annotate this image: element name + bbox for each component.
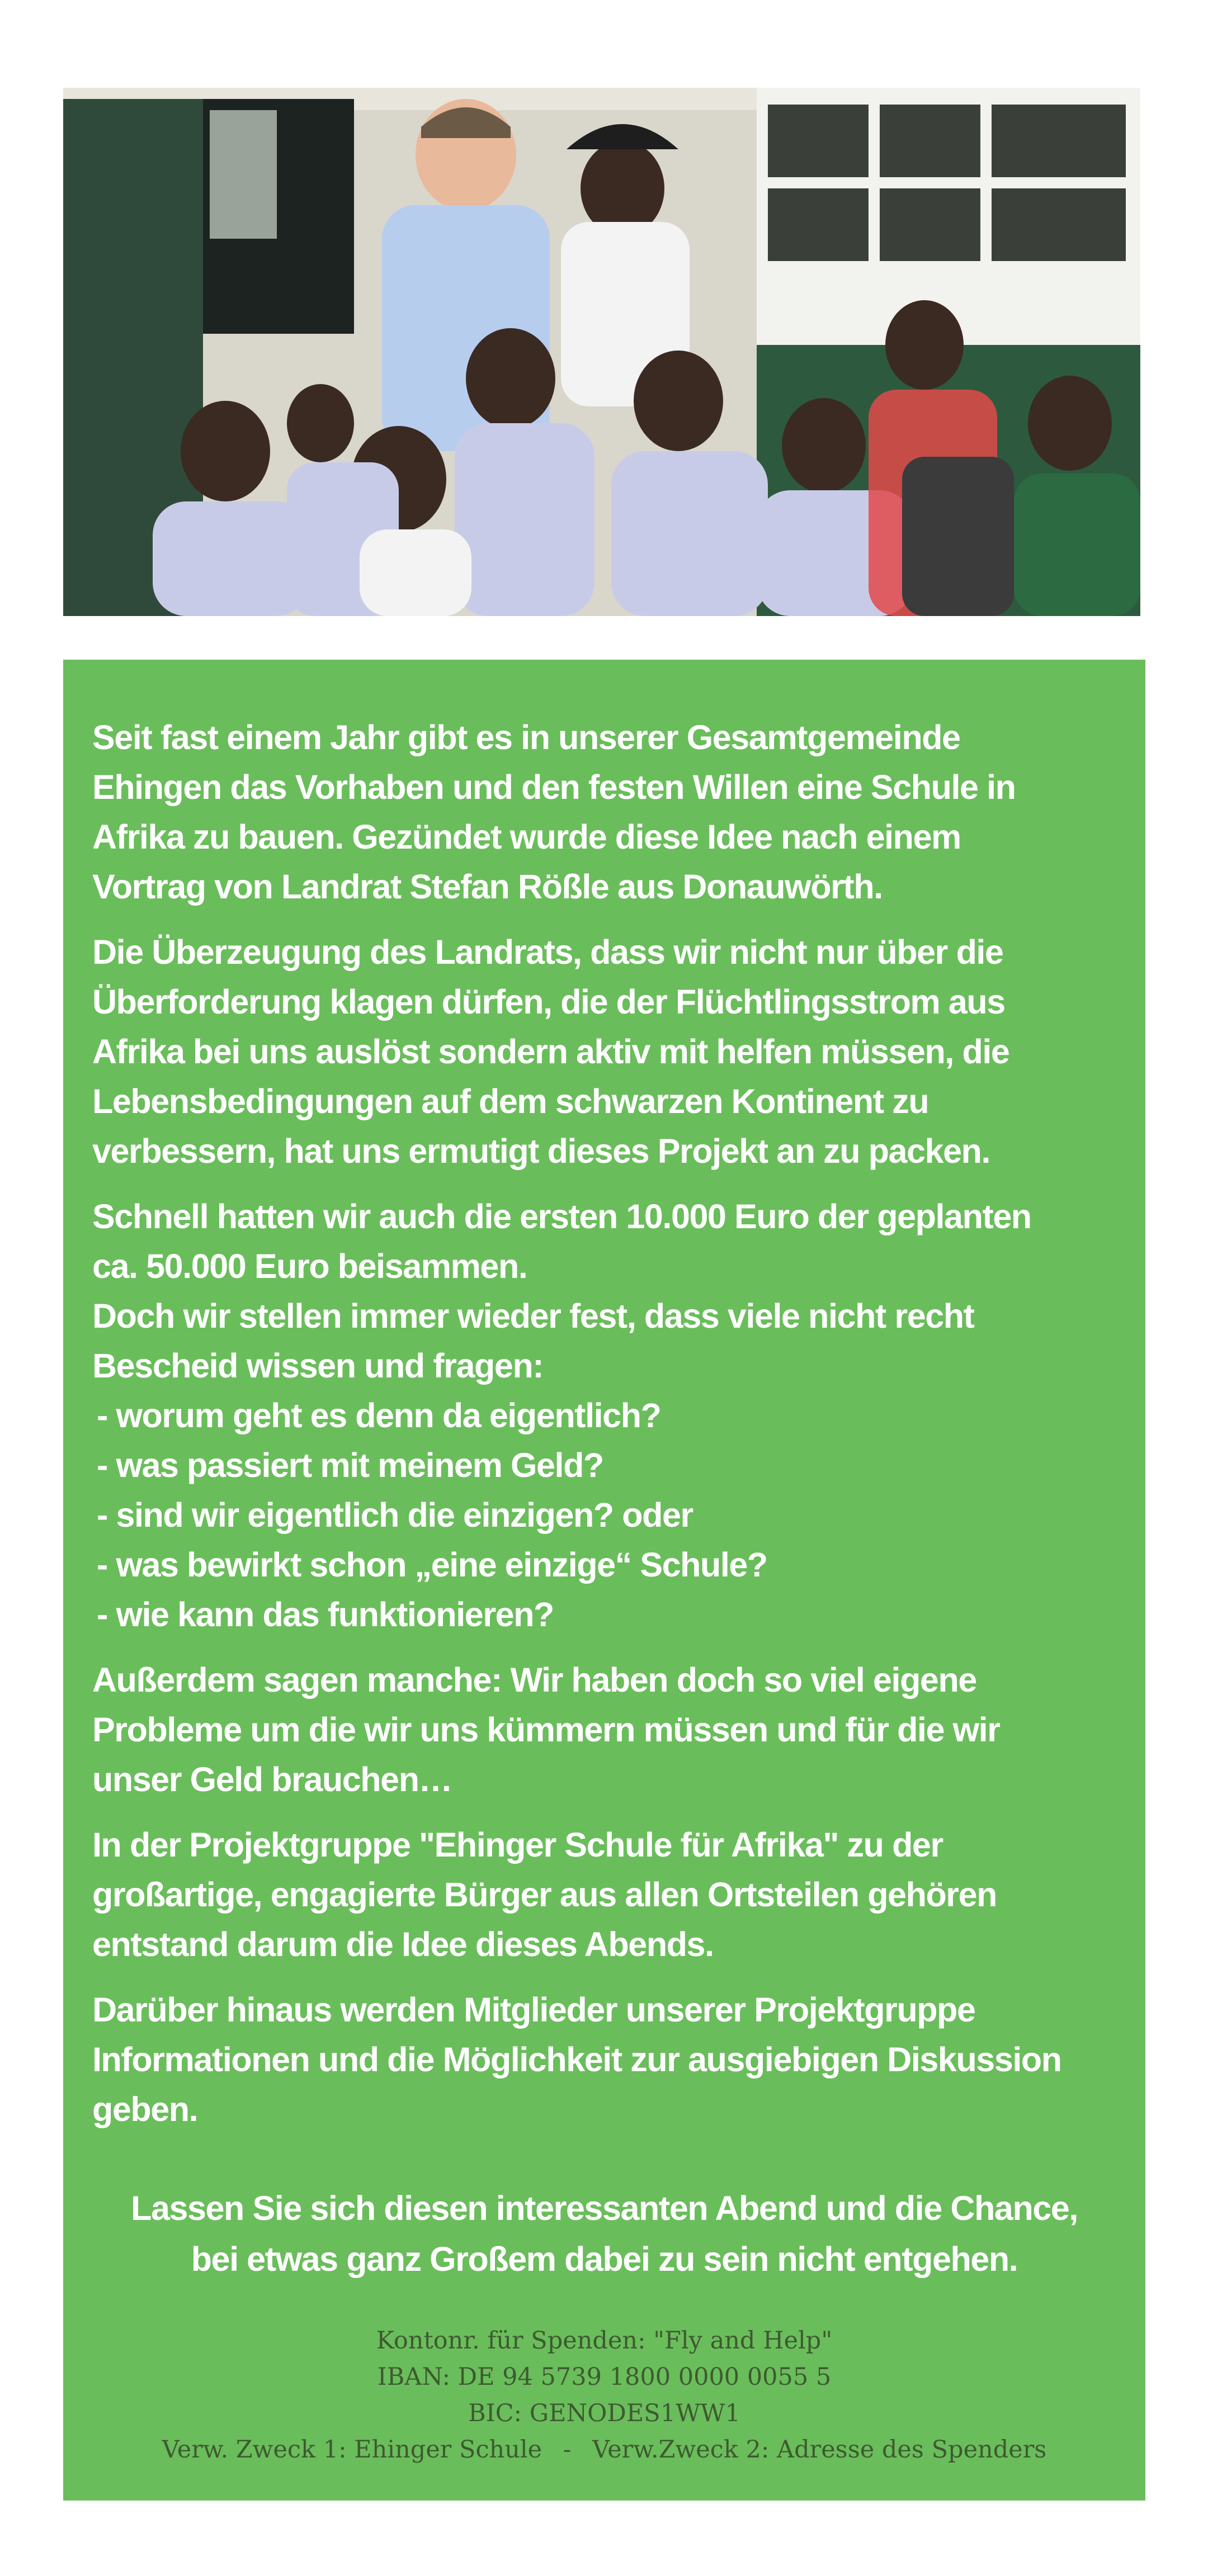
question-item: - sind wir eigentlich die einzigen? oder <box>97 1496 693 1534</box>
question-item: - was bewirkt schon „eine einzige“ Schule? <box>97 1546 767 1584</box>
text-line: unser Geld brauchen… <box>92 1760 452 1798</box>
text-line: verbessern, hat uns ermutigt dieses Projekt an zu packen. <box>92 1132 990 1170</box>
purpose-row <box>63 2432 1145 2468</box>
hero-photo <box>63 88 1140 616</box>
text-line: Informationen und die Möglichkeit zur ausgiebigen Diskussion <box>92 2040 1061 2078</box>
text-line: Doch wir stellen immer wieder fest, dass viele nicht recht <box>92 1297 974 1335</box>
paragraph-discussion <box>92 1985 1121 2134</box>
paragraph-motivation <box>92 927 1121 1176</box>
text-line: Überforderung klagen dürfen, die der Flüchtlingsstrom aus <box>92 983 1005 1021</box>
question-item: - was passiert mit meinem Geld? <box>97 1446 603 1484</box>
question-item: - wie kann das funktionieren? <box>97 1595 554 1633</box>
purpose-2: Verw.Zweck 2: Adresse des Spenders <box>592 2436 1047 2464</box>
text-line: In der Projektgruppe "Ehinger Schule für Afrika" zu der <box>92 1826 943 1864</box>
text-line: Schnell hatten wir auch die ersten 10.000 Euro der geplanten <box>92 1197 1031 1235</box>
hero-photo-illustration <box>63 88 1140 616</box>
text-line: Lebensbedingungen auf dem schwarzen Kontinent zu <box>92 1082 929 1120</box>
text-line: Bescheid wissen und fragen: <box>92 1347 544 1385</box>
text-line: Außerdem sagen manche: Wir haben doch so viel eigene <box>92 1661 976 1699</box>
text-line: großartige, engagierte Bürger aus allen Ortsteilen gehören <box>92 1876 997 1914</box>
text-line: Die Überzeugung des Landrats, dass wir nicht nur über die <box>92 933 1003 971</box>
info-panel <box>63 660 1145 2501</box>
donation-info <box>63 2323 1145 2468</box>
text-line: Afrika zu bauen. Gezündet wurde diese Idee nach einem <box>92 818 961 856</box>
cta-line: bei etwas ganz Großem dabei zu sein nicht entgehen. <box>191 2240 1018 2278</box>
purpose-separator: - <box>563 2436 572 2464</box>
text-line: entstand darum die Idee dieses Abends. <box>92 1925 714 1963</box>
text-line: geben. <box>92 2090 198 2128</box>
iban: IBAN: DE 94 5739 1800 0000 0055 5 <box>377 2363 832 2391</box>
paragraph-intro <box>92 713 1121 912</box>
text-line: Darüber hinaus werden Mitglieder unserer Projektgruppe <box>92 1991 975 2029</box>
account-info: Kontonr. für Spenden: "Fly and Help" <box>376 2327 833 2355</box>
cta-line: Lassen Sie sich diesen interessanten Abend und die Chance, <box>131 2189 1078 2227</box>
text-line: Vortrag von Landrat Stefan Rößle aus Donauwörth. <box>92 868 883 906</box>
paragraph-questions <box>92 1192 1121 1640</box>
text-line: Afrika bei uns auslöst sondern aktiv mit helfen müssen, die <box>92 1033 1009 1071</box>
paragraph-project-group <box>92 1820 1121 1969</box>
text-line: Probleme um die wir uns kümmern müssen und für die wir <box>92 1711 1000 1749</box>
text-line: Seit fast einem Jahr gibt es in unserer Gesamtgemeinde <box>92 718 960 756</box>
text-line: ca. 50.000 Euro beisammen. <box>92 1247 527 1285</box>
text-line: Ehingen das Vorhaben und den festen Willen eine Schule in <box>92 768 1016 806</box>
purpose-1: Verw. Zweck 1: Ehinger Schule <box>162 2436 542 2464</box>
paragraph-concerns <box>92 1655 1121 1805</box>
call-to-action <box>63 2183 1145 2285</box>
question-item: - worum geht es denn da eigentlich? <box>97 1396 661 1434</box>
body-text <box>92 713 1121 2150</box>
bic: BIC: GENODES1WW1 <box>468 2399 740 2427</box>
